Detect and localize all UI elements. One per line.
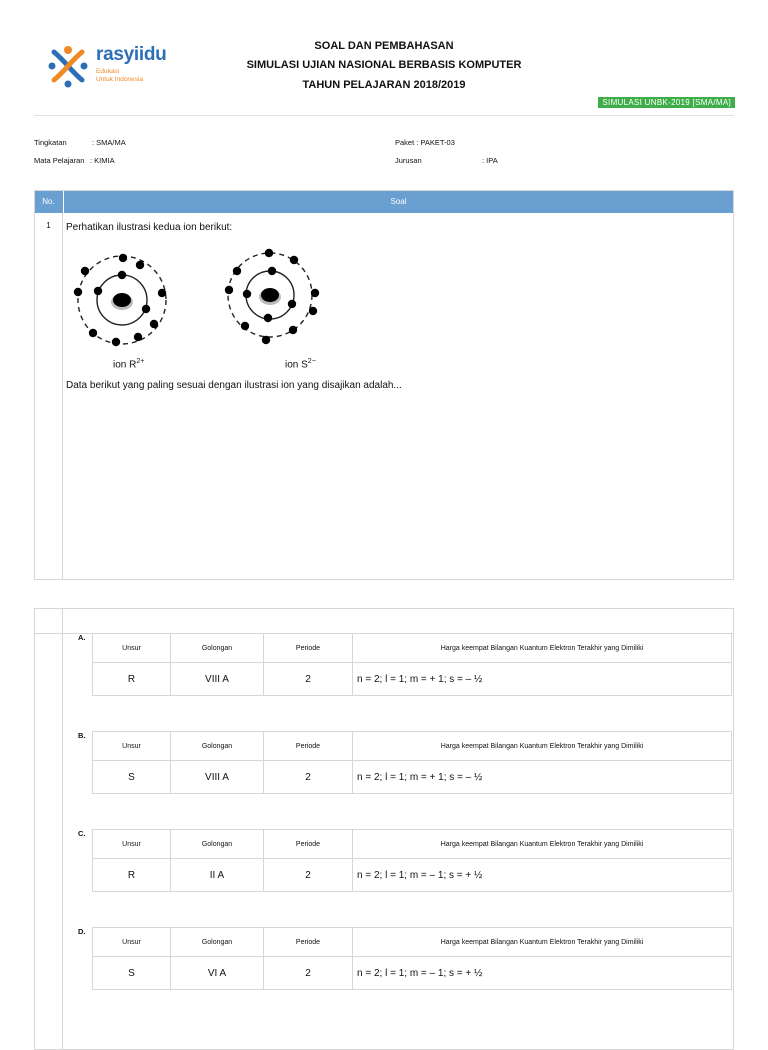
simulation-badge: SIMULASI UNBK-2019 [SMA/MA] — [598, 97, 735, 108]
option-d-table[interactable] — [92, 927, 732, 990]
option-a-letter[interactable]: A. — [78, 633, 86, 642]
header-periode: Periode — [264, 928, 353, 957]
header-golongan: Golongan — [171, 830, 264, 859]
header-kuantum: Harga keempat Bilangan Kuantum Elektron Terakhir yang Dimiliki — [353, 830, 732, 859]
header-periode: Periode — [264, 830, 353, 859]
question-intro: Perhatikan ilustrasi kedua ion berikut: — [66, 222, 233, 233]
cell-kuantum: n = 2; l = 1; m = – 1; s = + ½ — [353, 957, 732, 990]
option-a-table[interactable] — [92, 633, 732, 696]
header-golongan: Golongan — [171, 634, 264, 663]
option-b-table[interactable] — [92, 731, 732, 794]
header-kuantum: Harga keempat Bilangan Kuantum Elektron Terakhir yang Dimiliki — [353, 928, 732, 957]
question-number: 1 — [46, 221, 51, 230]
cell-unsur: R — [93, 859, 171, 892]
cell-unsur: S — [93, 761, 171, 794]
cell-periode: 2 — [264, 761, 353, 794]
col-soal-header: Soal — [63, 191, 733, 213]
cell-periode: 2 — [264, 859, 353, 892]
header-golongan: Golongan — [171, 732, 264, 761]
cell-periode: 2 — [264, 957, 353, 990]
paket-value: Paket : PAKET-03 — [395, 138, 455, 147]
cell-golongan: II A — [171, 859, 264, 892]
tingkatan-label: Tingkatan — [34, 138, 67, 147]
header-unsur: Unsur — [93, 928, 171, 957]
ion-s-label: ion $S^{2-}$ — [285, 358, 316, 371]
cell-golongan: VIII A — [171, 761, 264, 794]
ion-r-label: ion $R^{2+}$ — [113, 358, 145, 371]
option-d-letter[interactable]: D. — [78, 927, 86, 936]
title-line-3: TAHUN PELAJARAN 2018/2019 — [302, 79, 466, 91]
option-b-letter[interactable]: B. — [78, 731, 86, 740]
column-divider — [62, 213, 63, 579]
header-unsur: Unsur — [93, 830, 171, 859]
brand-name: rasyiidu — [96, 44, 167, 65]
header-golongan: Golongan — [171, 928, 264, 957]
option-c-table[interactable] — [92, 829, 732, 892]
header-kuantum: Harga keempat Bilangan Kuantum Elektron Terakhir yang Dimiliki — [353, 732, 732, 761]
header-unsur: Unsur — [93, 634, 171, 663]
cell-unsur: R — [93, 663, 171, 696]
col-no-header: No. — [42, 197, 55, 206]
title-line-1: SOAL DAN PEMBAHASAN — [314, 40, 454, 52]
cell-kuantum: n = 2; l = 1; m = + 1; s = – ½ — [353, 761, 732, 794]
header-periode: Periode — [264, 732, 353, 761]
question-prompt: Data berikut yang paling sesuai dengan ilustrasi ion yang disajikan adalah... — [66, 380, 402, 391]
header-divider — [34, 115, 734, 116]
cell-periode: 2 — [264, 663, 353, 696]
cell-golongan: VIII A — [171, 663, 264, 696]
cell-unsur: S — [93, 957, 171, 990]
answers-column-divider — [62, 609, 63, 1049]
ion-r-diagram — [66, 248, 176, 348]
mapel-label: Mata Pelajaran — [34, 156, 85, 165]
brand-tagline: Edukasi Untuk Indonesia — [96, 68, 143, 83]
question-table-header — [35, 191, 733, 213]
ion-s-diagram — [220, 248, 330, 348]
title-line-2: SIMULASI UJIAN NASIONAL BERBASIS KOMPUTER — [246, 59, 522, 71]
header-kuantum: Harga keempat Bilangan Kuantum Elektron Terakhir yang Dimiliki — [353, 634, 732, 663]
header-unsur: Unsur — [93, 732, 171, 761]
jurusan-label: Jurusan — [395, 156, 422, 165]
mapel-value: : KIMIA — [90, 156, 115, 165]
cell-kuantum: n = 2; l = 1; m = + 1; s = – ½ — [353, 663, 732, 696]
jurusan-value: : IPA — [482, 156, 498, 165]
tingkatan-value: : SMA/MA — [92, 138, 126, 147]
cell-kuantum: n = 2; l = 1; m = – 1; s = + ½ — [353, 859, 732, 892]
option-c-letter[interactable]: C. — [78, 829, 86, 838]
cell-golongan: VI A — [171, 957, 264, 990]
header-periode: Periode — [264, 634, 353, 663]
